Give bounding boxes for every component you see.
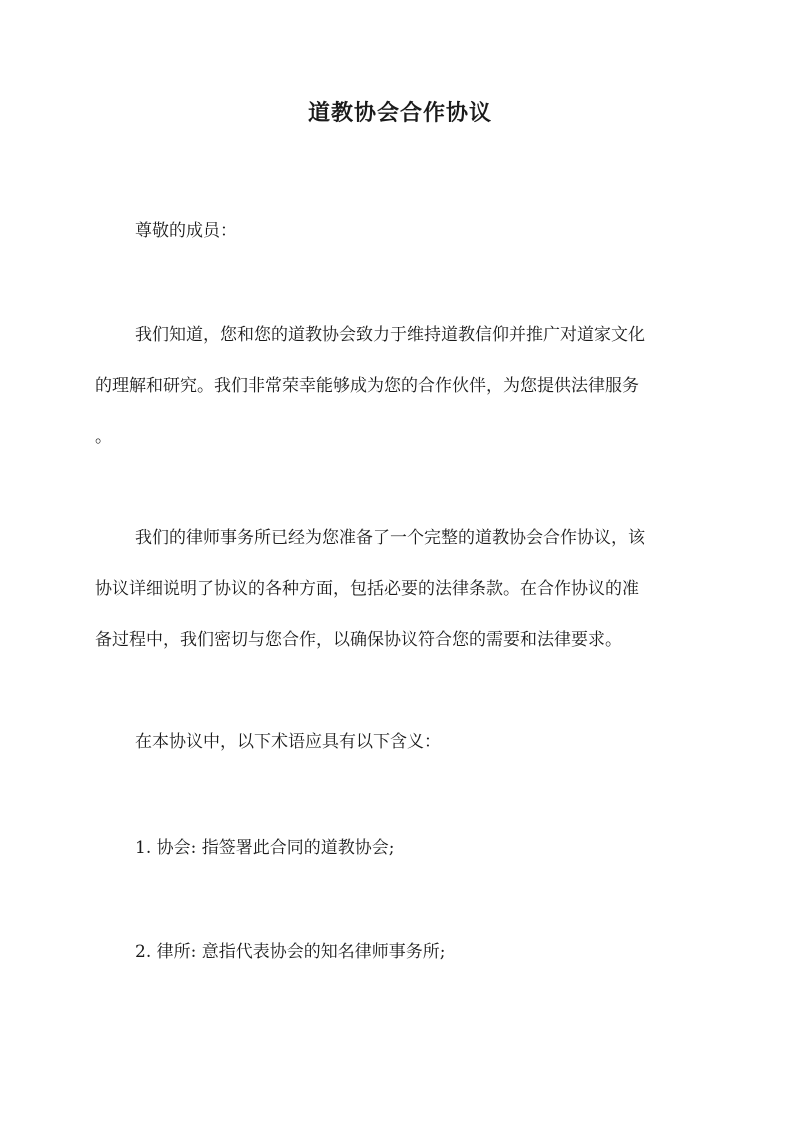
paragraph-line: 我们的律师事务所已经为您准备了一个完整的道教协会合作协议，该 [135, 528, 645, 548]
paragraph-line: 协议详细说明了协议的各种方面，包括必要的法律条款。在合作协议的准 [95, 579, 639, 599]
definition-item: 2. 律所: 意指代表协会的知名律师事务所; [135, 942, 446, 962]
paragraph-line: 的理解和研究。我们非常荣幸能够成为您的合作伙伴，为您提供法律服务 [95, 376, 639, 396]
paragraph-line: 。 [95, 427, 112, 447]
paragraph-agreement [95, 513, 703, 666]
paragraph-line: 我们知道，您和您的道教协会致力于维持道教信仰并推广对道家文化 [135, 325, 645, 345]
paragraph-intro [95, 310, 703, 463]
paragraph-terms-intro: 在本协议中，以下术语应具有以下含义： [135, 732, 441, 752]
document-title: 道教协会合作协议 [307, 100, 492, 126]
salutation: 尊敬的成员： [135, 221, 237, 241]
paragraph-line: 备过程中，我们密切与您合作，以确保协议符合您的需要和法律要求。 [95, 630, 622, 650]
definition-item: 1. 协会: 指签署此合同的道教协会; [135, 838, 395, 858]
